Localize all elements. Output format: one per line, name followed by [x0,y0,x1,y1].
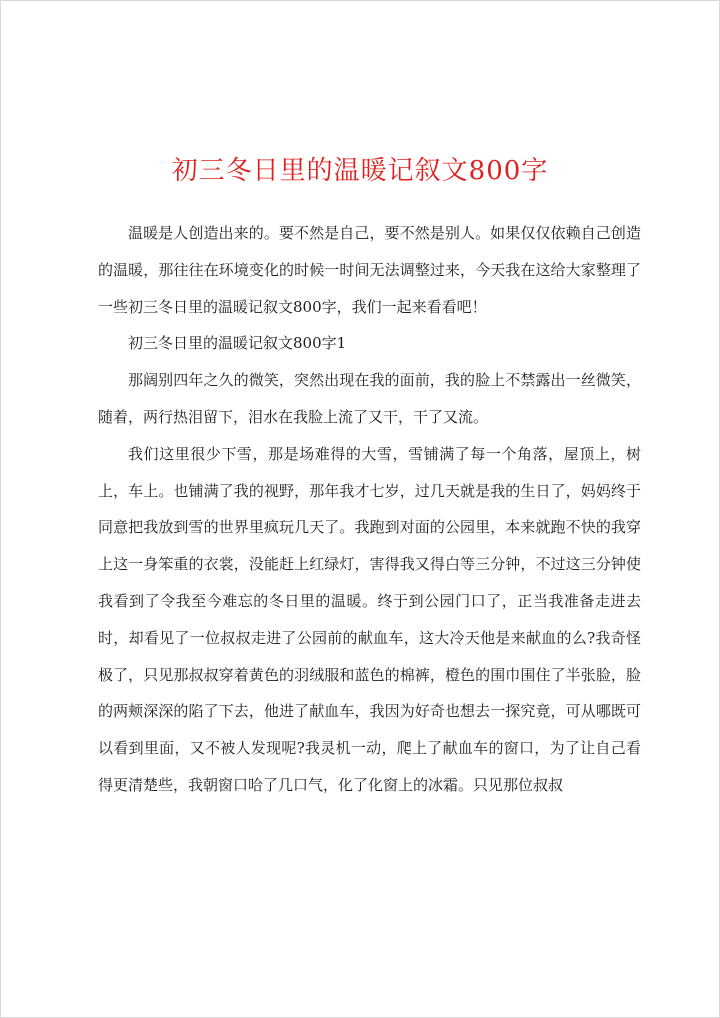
section-heading: 初三冬日里的温暖记叙文800字1 [128,334,347,353]
intro-paragraph: 温暖是人创造出来的。要不然是自己，要不然是别人。如果仅仅依赖自己创造的温暖，那往往在环境变化的时候一时间无法调整过来，今天我在这给大家整理了一些初三冬日里的温暖记叙文800字，我们一起来看看吧！ [98,224,641,316]
document-title: 初三冬日里的温暖记叙文800字 [171,156,549,186]
body-paragraph: 那阔别四年之久的微笑，突然出现在我的面前，我的脸上不禁露出一丝微笑，随着，两行热泪留下，泪水在我脸上流了又干，干了又流。 [98,371,641,426]
document-body [98,215,641,804]
body-paragraph: 我们这里很少下雪，那是场难得的大雪，雪铺满了每一个角落，屋顶上，树上，车上。也铺满了我的视野，那年我才七岁，过几天就是我的生日了，妈妈终于同意把我放到雪的世界里疯玩几天了。我跑到对面的公园里，本来就跑不快的我穿上这一身笨重的衣裳，没能赶上红绿灯，害得我又得白等三分钟，不过这三分钟使我看到了令我至今难忘的冬日里的温暖。终于到公园门口了，正当我准备走进去时，却看见了一位叔叔走进了公园前的献血车，这大冷天他是来献血的么?我奇怪极了，只见那叔叔穿着黄色的羽绒服和蓝色的棉裤，橙色的围巾围住了半张脸，脸的两颊深深的陷了下去，他进了献血车，我因为好奇也想去一探究竟，可从哪既可以看到里面，又不被人发现呢?我灵机一动，爬上了献血车的窗口，为了让自己看得更清楚些，我朝窗口哈了几口气，化了化窗上的冰霜。只见那位叔叔 [98,444,641,794]
